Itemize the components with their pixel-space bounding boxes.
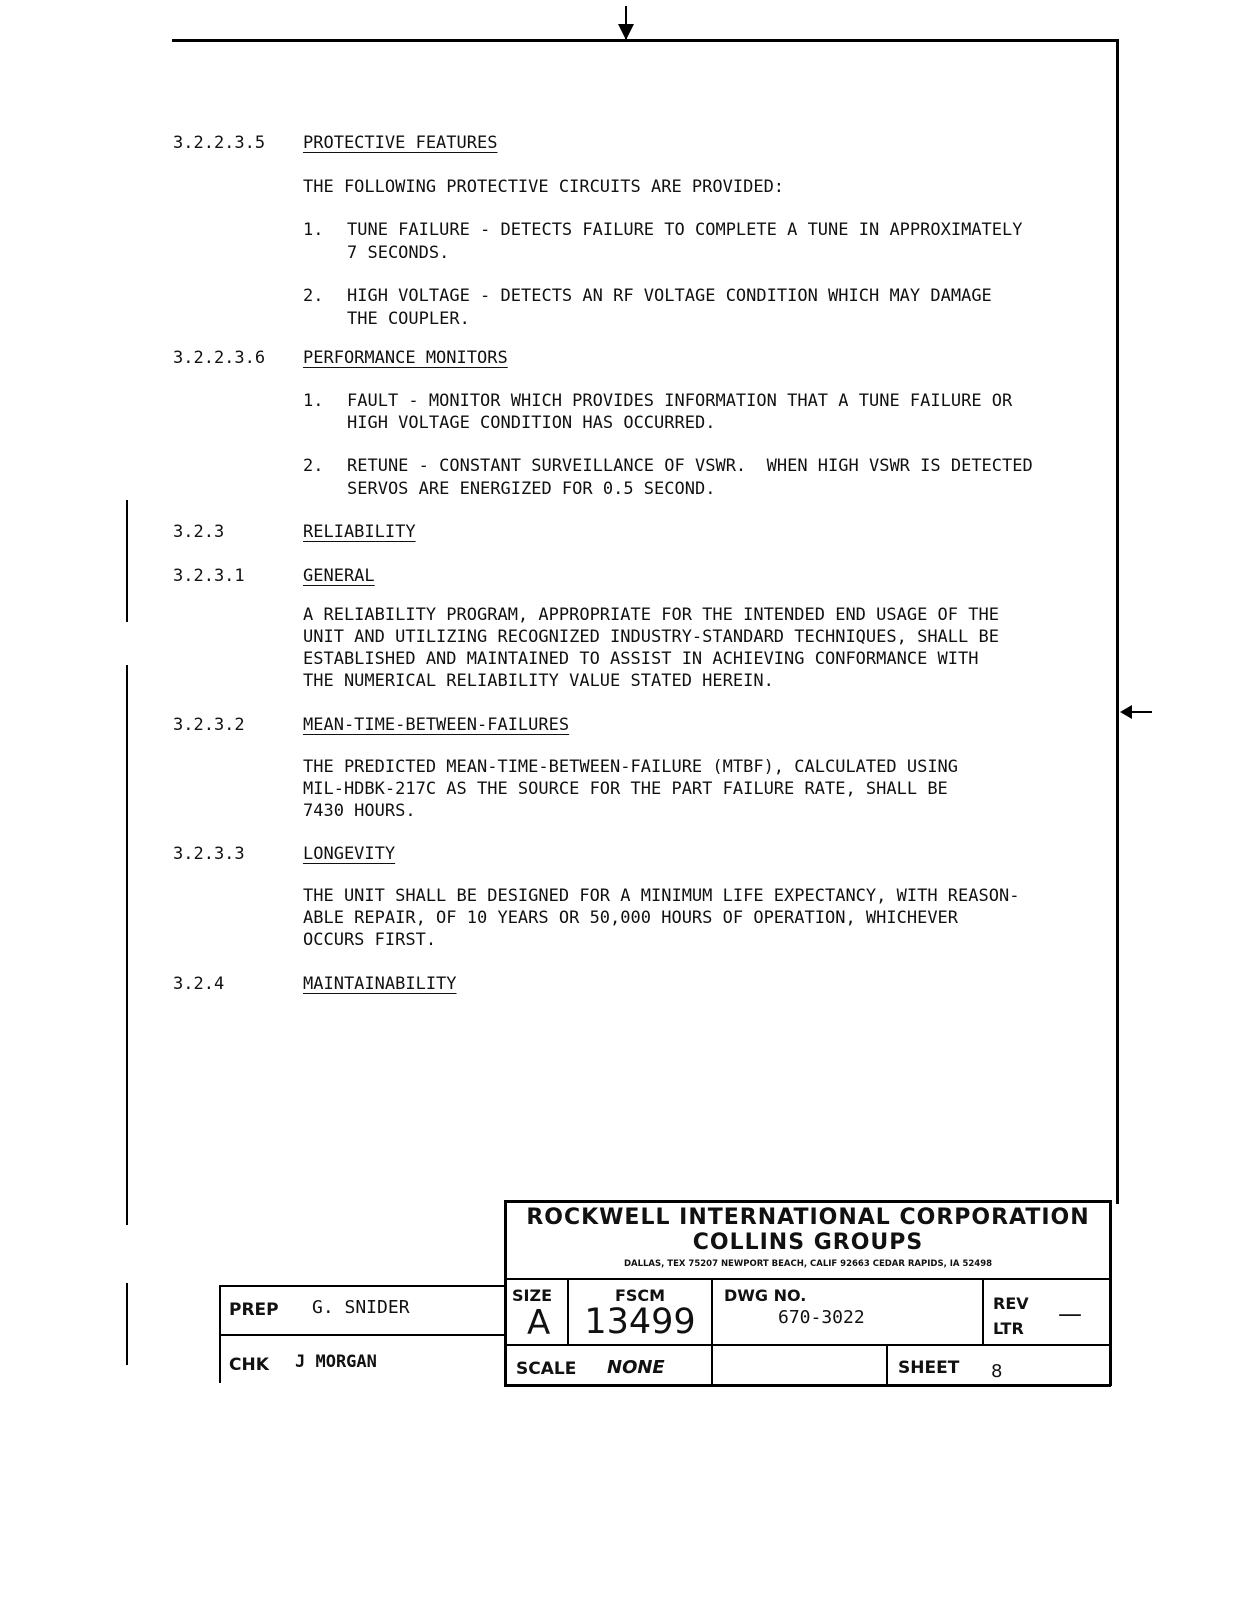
dwg-label: DWG NO. — [724, 1286, 807, 1305]
section-title: MEAN-TIME-BETWEEN-FAILURES — [303, 715, 570, 735]
list-line: RETUNE - CONSTANT SURVEILLANCE OF VSWR. WHEN HIGH VSWR IS DETECTED — [347, 456, 1033, 476]
prep-label: PREP — [229, 1300, 279, 1320]
chk-name: J MORGAN — [295, 1352, 377, 1372]
top-border — [172, 39, 1119, 42]
company-name: ROCKWELL INTERNATIONAL CORPORATION — [526, 1205, 1090, 1230]
list-line: SERVOS ARE ENERGIZED FOR 0.5 SECOND. — [347, 479, 716, 499]
change-bar — [126, 665, 128, 1225]
chk-label: CHK — [229, 1355, 269, 1375]
fscm-label: FSCM — [614, 1286, 666, 1305]
section-number: 3.2.4 — [173, 974, 225, 994]
paragraph-line: THE UNIT SHALL BE DESIGNED FOR A MINIMUM LIFE EXPECTANCY, WITH REASON- — [303, 886, 1020, 906]
paragraph-line: THE PREDICTED MEAN-TIME-BETWEEN-FAILURE (MTBF), CALCULATED USING — [303, 757, 959, 777]
scale-value: NONE — [607, 1357, 665, 1378]
paragraph-line: THE FOLLOWING PROTECTIVE CIRCUITS ARE PROVIDED: — [303, 177, 785, 197]
section-number: 3.2.2.3.6 — [173, 348, 266, 368]
section-number: 3.2.3 — [173, 522, 225, 542]
list-number: 1. — [303, 220, 324, 240]
section-title: MAINTAINABILITY — [303, 974, 457, 994]
section-title: PROTECTIVE FEATURES — [303, 133, 498, 153]
right-border — [1116, 39, 1119, 1204]
paragraph-line: MIL-HDBK-217C AS THE SOURCE FOR THE PART FAILURE RATE, SHALL BE — [303, 779, 948, 799]
left-arrow-icon — [1118, 702, 1154, 722]
rev-label: REV — [993, 1294, 1029, 1313]
company-group: COLLINS GROUPS — [692, 1230, 924, 1255]
sheet-value: 8 — [991, 1361, 1003, 1382]
list-number: 2. — [303, 286, 324, 306]
size-label: SIZE — [512, 1286, 553, 1305]
paragraph-line: ESTABLISHED AND MAINTAINED TO ASSIST IN ACHIEVING CONFORMANCE WITH — [303, 649, 979, 669]
change-bar — [126, 1283, 128, 1365]
fscm-value: 13499 — [584, 1302, 696, 1342]
section-number: 3.2.3.3 — [173, 844, 245, 864]
list-line: HIGH VOLTAGE CONDITION HAS OCCURRED. — [347, 413, 716, 433]
section-number: 3.2.3.2 — [173, 715, 245, 735]
list-line: TUNE FAILURE - DETECTS FAILURE TO COMPLETE A TUNE IN APPROXIMATELY — [347, 220, 1023, 240]
sheet-label: SHEET — [898, 1358, 960, 1378]
paragraph-line: 7430 HOURS. — [303, 801, 416, 821]
section-number: 3.2.2.3.5 — [173, 133, 266, 153]
paragraph-line: UNIT AND UTILIZING RECOGNIZED INDUSTRY-STANDARD TECHNIQUES, SHALL BE — [303, 627, 999, 647]
paragraph-line: ABLE REPAIR, OF 10 YEARS OR 50,000 HOURS OF OPERATION, WHICHEVER — [303, 908, 959, 928]
list-number: 1. — [303, 391, 324, 411]
down-arrow-icon — [614, 4, 638, 42]
section-title: RELIABILITY — [303, 522, 416, 542]
change-bar — [126, 500, 128, 622]
list-line: THE COUPLER. — [347, 309, 470, 329]
size-value: A — [527, 1303, 551, 1343]
rev-label-ltr: LTR — [993, 1319, 1024, 1338]
section-title: PERFORMANCE MONITORS — [303, 348, 508, 368]
list-line: 7 SECONDS. — [347, 243, 450, 263]
list-number: 2. — [303, 456, 324, 476]
company-addresses: DALLAS, TEX 75207 NEWPORT BEACH, CALIF 92663 CEDAR RAPIDS, IA 52498 — [623, 1259, 993, 1269]
list-line: HIGH VOLTAGE - DETECTS AN RF VOLTAGE CONDITION WHICH MAY DAMAGE — [347, 286, 992, 306]
list-line: FAULT - MONITOR WHICH PROVIDES INFORMATION THAT A TUNE FAILURE OR — [347, 391, 1013, 411]
prep-name: G. SNIDER — [312, 1297, 410, 1318]
section-number: 3.2.3.1 — [173, 566, 245, 586]
scale-label: SCALE — [516, 1359, 577, 1379]
paragraph-line: A RELIABILITY PROGRAM, APPROPRIATE FOR THE INTENDED END USAGE OF THE — [303, 605, 999, 625]
paragraph-line: OCCURS FIRST. — [303, 930, 437, 950]
rev-value: — — [1058, 1300, 1082, 1328]
paragraph-line: THE NUMERICAL RELIABILITY VALUE STATED HEREIN. — [303, 671, 774, 691]
section-title: GENERAL — [303, 566, 375, 586]
section-title: LONGEVITY — [303, 844, 396, 864]
dwg-value: 670-3022 — [778, 1307, 865, 1328]
